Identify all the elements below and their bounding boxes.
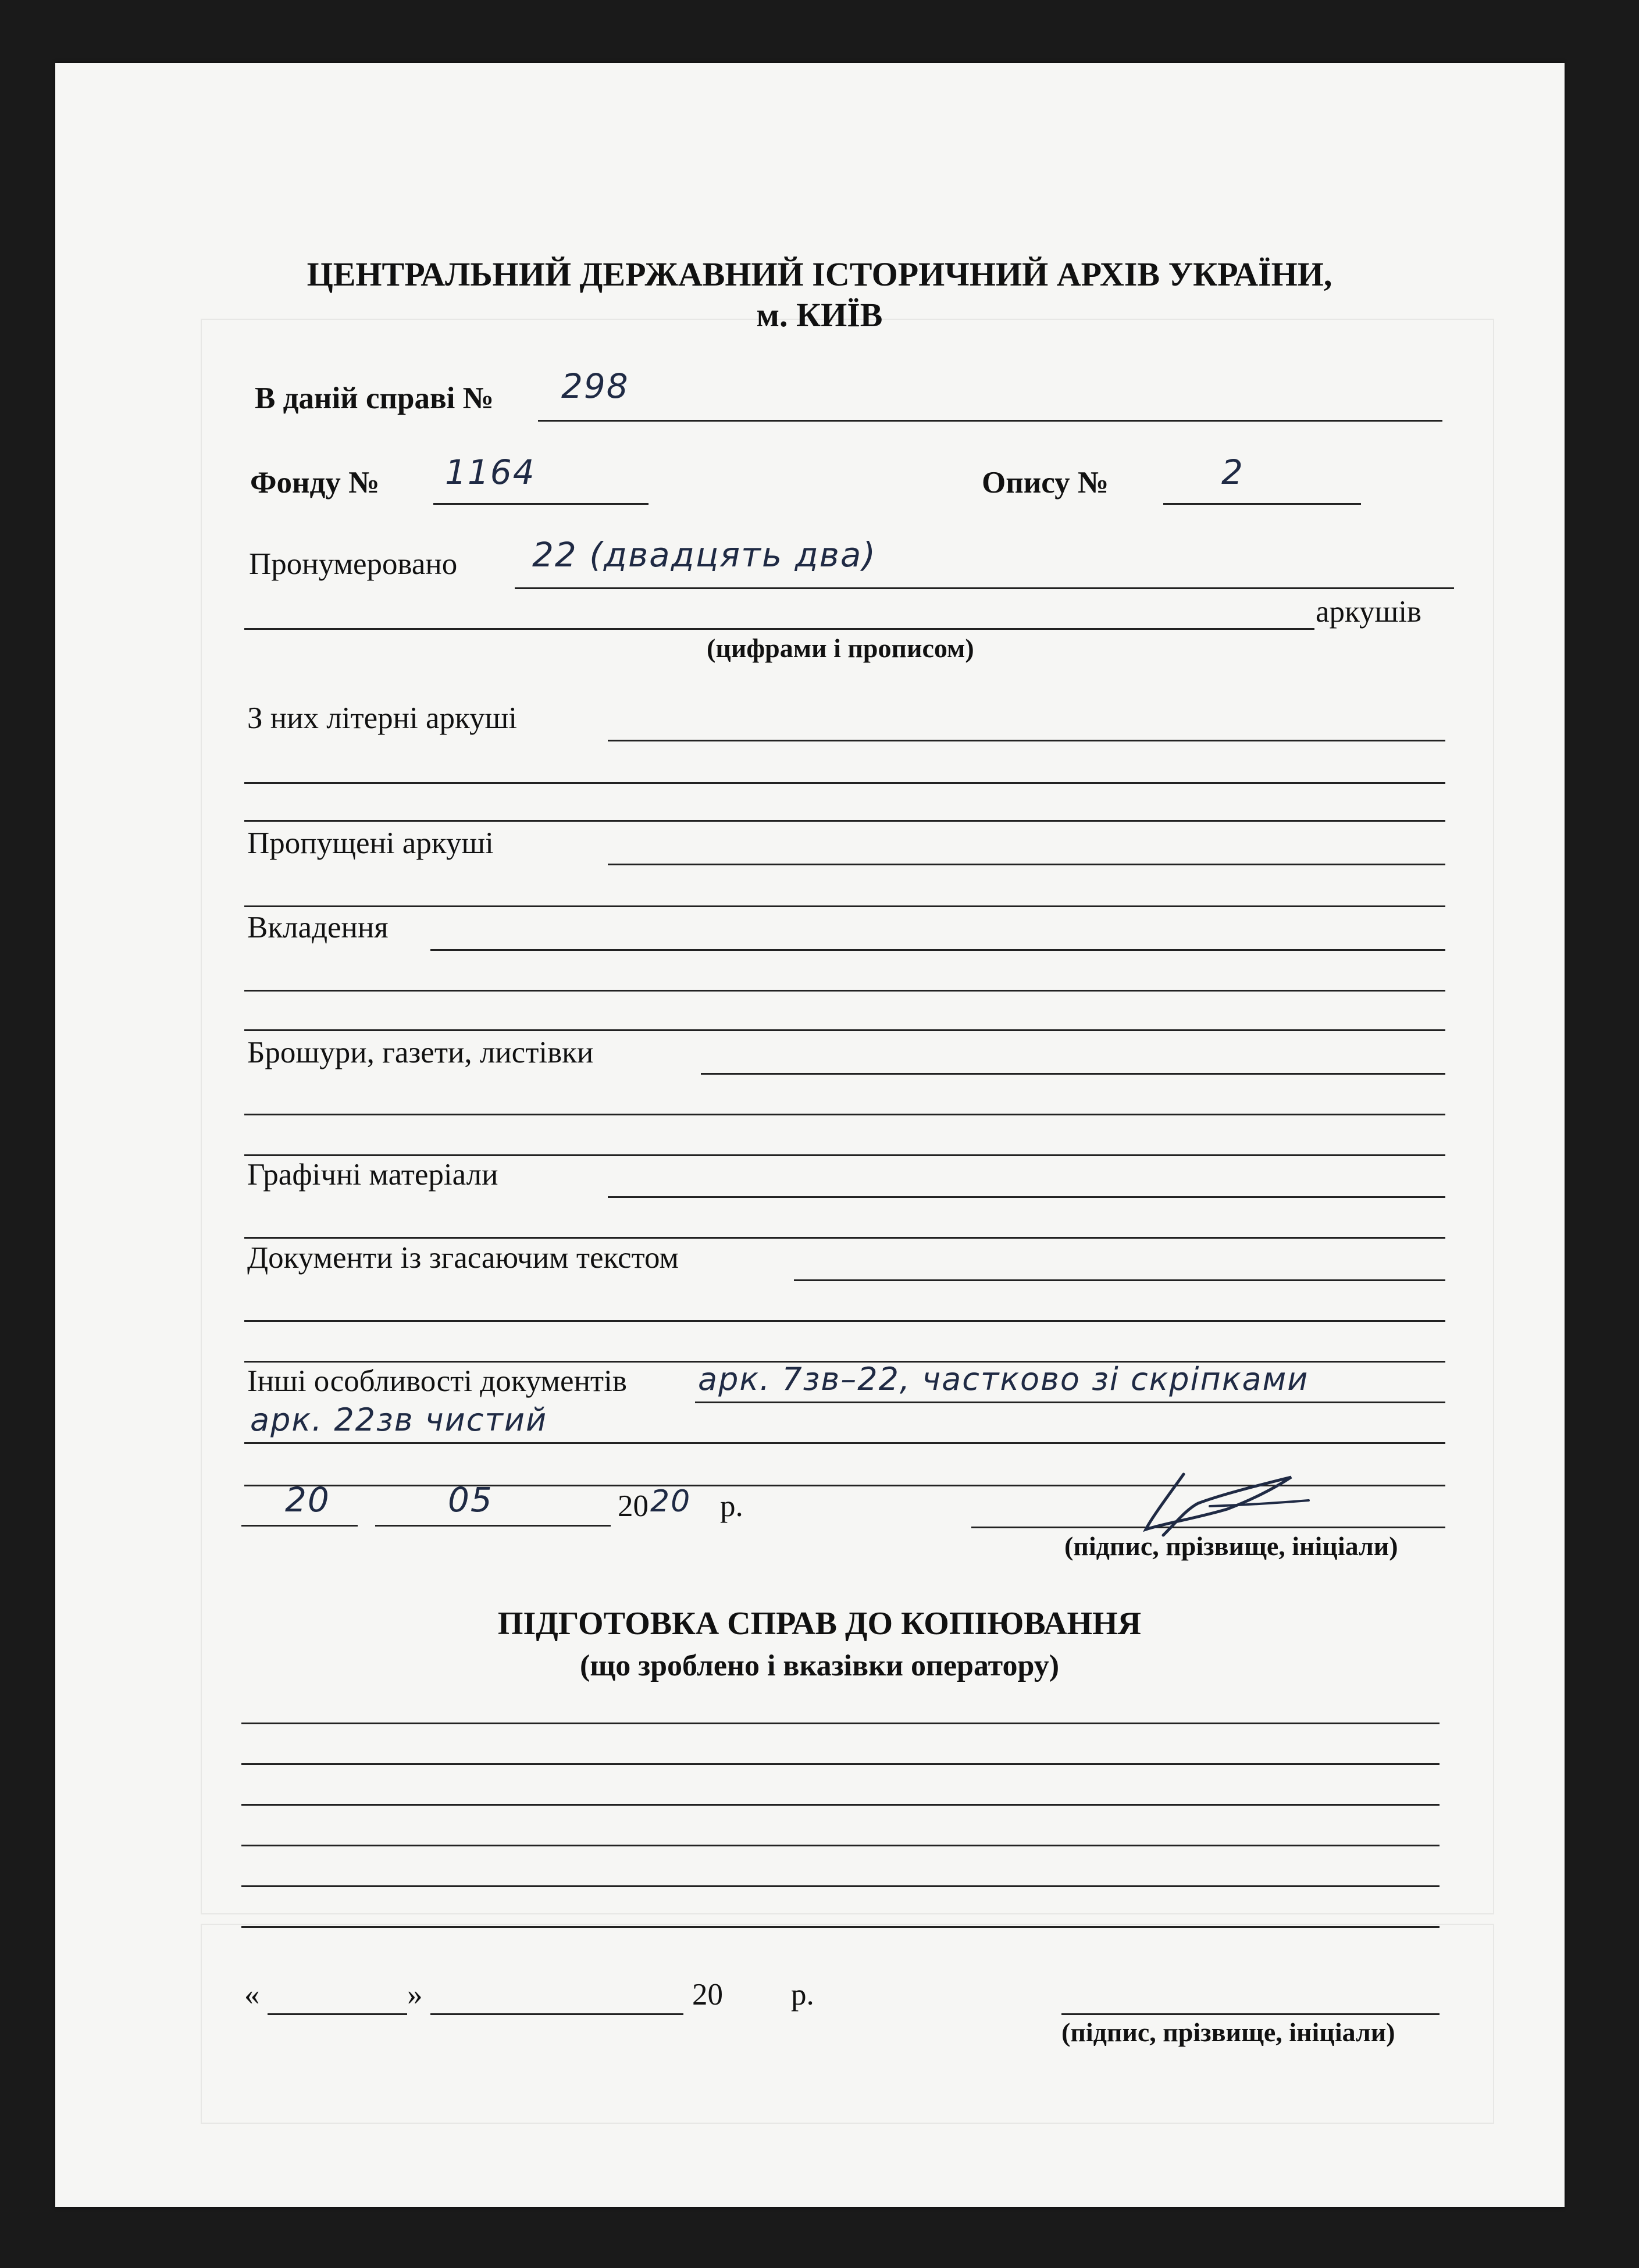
attachments-label: Вкладення (247, 911, 389, 944)
signature2-line (1061, 2013, 1440, 2015)
other-features-value-2: арк. 22зв чистий (250, 1402, 548, 1438)
section-line-1 (241, 1723, 1440, 1724)
archive-city: м. КИЇВ (756, 296, 883, 334)
brochures-line-2 (244, 1114, 1445, 1115)
numbered-line-1 (515, 587, 1454, 589)
fond-label: Фонду № (250, 466, 380, 500)
fond-line (433, 503, 649, 505)
attachments-line-2 (244, 990, 1445, 992)
date2-day-line (268, 2013, 407, 2015)
other-features-line-1 (695, 1402, 1445, 1403)
date2-close-quote: » (407, 1978, 423, 2012)
signature-hint: (підпис, прізвище, ініціали) (1064, 1531, 1398, 1561)
opys-line (1163, 503, 1361, 505)
missing-sheets-line-2 (244, 905, 1445, 907)
section-line-6 (241, 1926, 1440, 1928)
graphic-materials-line-2 (244, 1237, 1445, 1239)
section-line-3 (241, 1804, 1440, 1806)
attachments-line-3 (244, 1029, 1445, 1031)
signature2-hint: (підпис, прізвище, ініціали) (1061, 2017, 1395, 2047)
section-line-4 (241, 1845, 1440, 1846)
date1-month: 05 (448, 1480, 493, 1520)
other-features-line-2 (244, 1442, 1445, 1444)
section-line-2 (241, 1763, 1440, 1765)
handwritten-signature (1128, 1454, 1320, 1541)
date2-year-prefix: 20 (692, 1978, 723, 2012)
opys-value: 2 (1221, 452, 1244, 492)
brochures-line-1 (701, 1073, 1445, 1075)
liter-sheets-label: З них літерні аркуші (247, 701, 518, 735)
brochures-label: Брошури, газети, листівки (247, 1036, 594, 1069)
date1-month-line (375, 1525, 611, 1527)
date1-year-handwritten: 20 (650, 1484, 692, 1519)
fond-value: 1164 (445, 452, 536, 492)
fading-text-line-1 (794, 1279, 1445, 1281)
date1-suffix: р. (720, 1489, 743, 1523)
missing-sheets-line-1 (608, 864, 1445, 865)
numbered-hint: (цифрами і прописом) (707, 633, 974, 663)
date1-day-line (241, 1525, 358, 1527)
numbered-suffix: аркушів (1316, 595, 1422, 629)
liter-sheets-line-1 (608, 740, 1445, 741)
date2-suffix: р. (791, 1978, 814, 2012)
liter-sheets-line-2 (244, 782, 1445, 784)
date1-day: 20 (285, 1480, 330, 1520)
date1-year-prefix: 20 (618, 1489, 649, 1523)
liter-sheets-line-3 (244, 820, 1445, 822)
opys-label: Опису № (982, 466, 1109, 500)
graphic-materials-label: Графічні матеріали (247, 1158, 498, 1192)
fading-text-line-2 (244, 1320, 1445, 1322)
archive-title: ЦЕНТРАЛЬНИЙ ДЕРЖАВНИЙ ІСТОРИЧНИЙ АРХІВ УКРАЇНИ, (307, 255, 1332, 293)
section-title: ПІДГОТОВКА СПРАВ ДО КОПІЮВАННЯ (497, 1606, 1142, 1642)
section-subtitle: (що зроблено і вказівки оператору) (579, 1649, 1060, 1682)
graphic-materials-line-1 (608, 1196, 1445, 1198)
date2-open-quote: « (244, 1978, 260, 2012)
other-features-value-1: арк. 7зв–22, частково зі скріпками (698, 1361, 1309, 1397)
other-features-label: Інші особливості документів (247, 1364, 627, 1398)
case-number-line (538, 420, 1442, 422)
case-number-label: В даній справі № (255, 381, 494, 415)
numbered-line-2 (244, 628, 1314, 630)
date2-month-line (430, 2013, 683, 2015)
numbered-value: 22 (двадцять два) (532, 535, 877, 575)
numbered-label: Пронумеровано (249, 547, 458, 581)
fading-text-label: Документи із згасаючим текстом (247, 1241, 679, 1275)
brochures-line-3 (244, 1154, 1445, 1156)
case-number-value: 298 (561, 366, 629, 406)
missing-sheets-label: Пропущені аркуші (247, 826, 494, 860)
section-line-5 (241, 1885, 1440, 1887)
attachments-line-1 (430, 949, 1445, 951)
